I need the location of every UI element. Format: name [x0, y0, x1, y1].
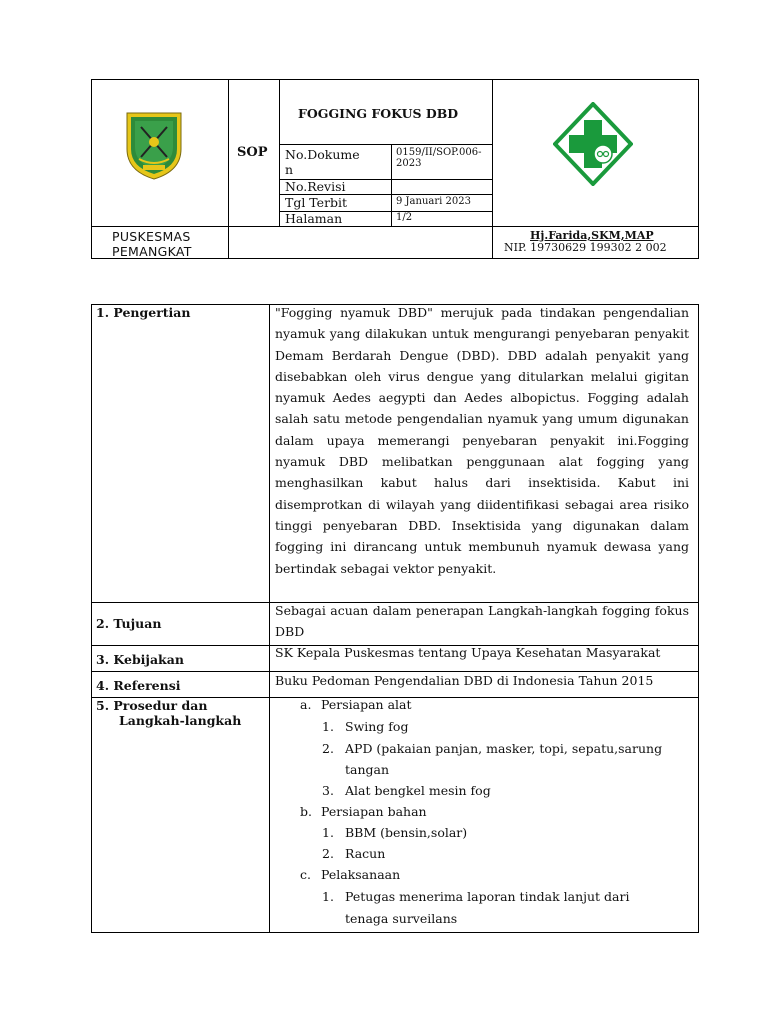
org-name-line1: PUSKESMAS	[112, 229, 191, 244]
field-label-tgl-terbit: Tgl Terbit	[285, 195, 348, 210]
section-label-pengertian: 1. Pengertian	[96, 305, 191, 320]
sop-label: SOP	[237, 145, 268, 160]
list-item: Persiapan alat	[321, 697, 412, 712]
section-text-tujuan	[275, 600, 689, 643]
list-item-cont: tangan	[345, 762, 390, 777]
field-label-no-revisi: No.Revisi	[285, 179, 346, 194]
list-marker: 1.	[322, 825, 334, 840]
field-label-halaman: Halaman	[285, 211, 343, 226]
list-item: Persiapan bahan	[321, 804, 427, 819]
list-marker: b.	[300, 804, 312, 819]
list-marker: 2.	[322, 846, 334, 861]
field-value-no-dokumen-cont: 2023	[396, 158, 422, 169]
section-label-referensi: 4. Referensi	[96, 678, 181, 693]
section-label-prosedur: 5. Prosedur dan	[96, 698, 208, 713]
section-label-tujuan: 2. Tujuan	[96, 616, 162, 631]
section-label-prosedur-cont: Langkah-langkah	[119, 713, 242, 728]
list-item: Racun	[345, 846, 386, 861]
list-item: BBM (bensin,solar)	[345, 825, 468, 840]
tujuan-paragraph: Sebagai acuan dalam penerapan Langkah-langkah fogging fokus DBD	[275, 603, 689, 640]
field-value-halaman: 1/2	[396, 212, 413, 223]
list-marker: 1.	[322, 889, 334, 904]
puskesmas-logo-icon	[553, 102, 633, 186]
list-item: Pelaksanaan	[321, 867, 401, 882]
list-marker: 3.	[322, 783, 334, 798]
field-label-no-dokumen-cont: n	[285, 162, 294, 177]
list-item-cont: tenaga surveilans	[345, 911, 458, 926]
pengertian-paragraph: "Fogging nyamuk DBD" merujuk pada tindakan pengendalian nyamuk yang dilakukan untuk mengurangi penyebaran penyakit Demam Berdarah Dengue (DBD). DBD adalah penyakit yang disebabkan oleh virus dengue yang ditularkan melalui gigitan nyamuk Aedes aegypti dan Aedes albopictus. Fogging adalah salah satu metode pengendalian nyamuk yang umum digunakan dalam upaya memerangi penyebaran penyakit ini.Fogging nyamuk DBD melibatkan penggunaan alat fogging yang menghasilkan kabut halus dari insektisida. Kabut ini disemprotkan di wilayah yang diidentifikasi sebagai area risiko tinggi penyebaran DBD. Insektisida yang digunakan dalam fogging ini dirancang untuk membunuh nyamuk dewasa yang bertindak sebagai vektor penyakit.	[275, 305, 689, 576]
list-item: APD (pakaian panjan, masker, topi, sepatu,sarung	[345, 741, 663, 756]
list-marker: a.	[300, 697, 312, 712]
list-marker: c.	[300, 867, 311, 882]
field-label-no-dokumen: No.Dokume	[285, 147, 360, 162]
list-marker: 2.	[322, 741, 334, 756]
signer-name: Hj.Farida,SKM,MAP	[530, 229, 654, 242]
field-value-tgl-terbit: 9 Januari 2023	[396, 196, 471, 207]
section-text-referensi: Buku Pedoman Pengendalian DBD di Indonesia Tahun 2015	[275, 673, 654, 688]
section-text-kebijakan: SK Kepala Puskesmas tentang Upaya Kesehatan Masyarakat	[275, 645, 661, 660]
regional-emblem-icon	[121, 109, 187, 181]
list-item: Petugas menerima laporan tindak lanjut dari	[345, 889, 630, 904]
section-text-pengertian	[275, 302, 689, 579]
list-item: Swing fog	[345, 719, 409, 734]
list-item: Alat bengkel mesin fog	[345, 783, 491, 798]
list-marker: 1.	[322, 719, 334, 734]
document-title: FOGGING FOKUS DBD	[298, 106, 459, 121]
field-value-no-dokumen: 0159/II/SOP.006-	[396, 147, 482, 158]
section-label-kebijakan: 3. Kebijakan	[96, 652, 184, 667]
org-name-line2: PEMANGKAT	[112, 244, 192, 259]
signer-nip: NIP. 19730629 199302 2 002	[504, 241, 667, 254]
